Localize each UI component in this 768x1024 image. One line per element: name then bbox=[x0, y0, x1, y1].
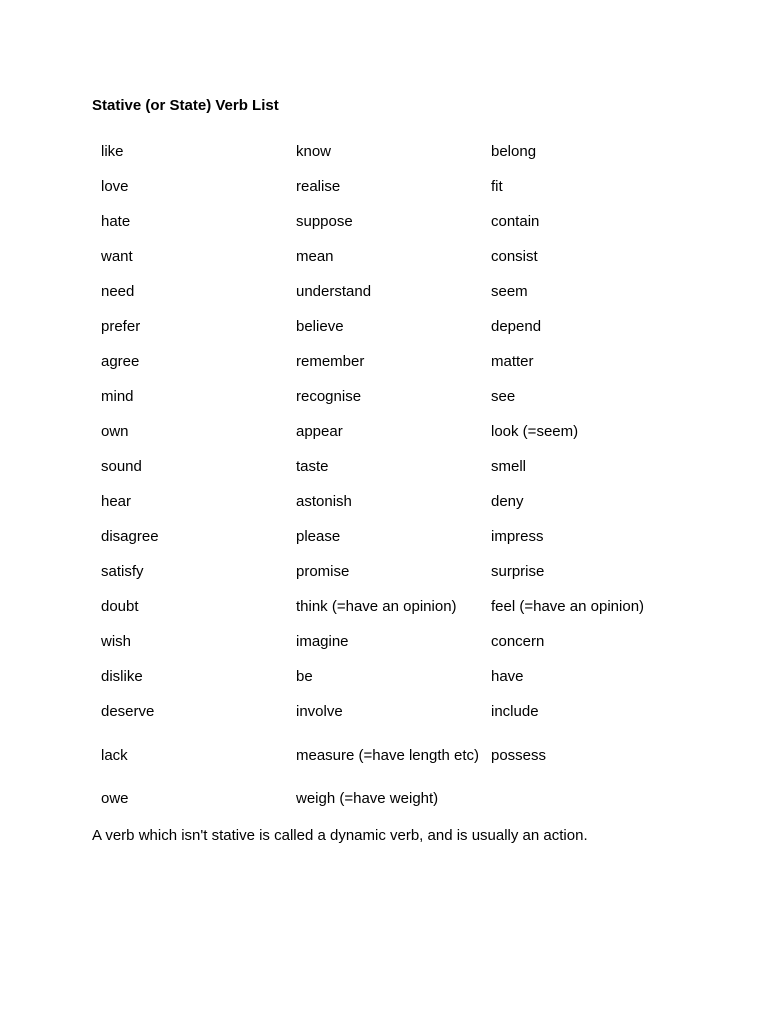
table-cell: imagine bbox=[296, 633, 349, 650]
table-cell: think (=have an opinion) bbox=[296, 598, 457, 615]
table-row bbox=[92, 659, 677, 694]
table-cell: include bbox=[491, 703, 539, 720]
table-row bbox=[92, 449, 677, 484]
table-cell: matter bbox=[491, 353, 534, 370]
table-row bbox=[92, 624, 677, 659]
table-row bbox=[92, 484, 677, 519]
table-cell: possess bbox=[491, 746, 547, 764]
table-cell: belong bbox=[491, 143, 537, 160]
table-cell: doubt bbox=[101, 598, 139, 615]
table-row bbox=[92, 309, 677, 344]
table-row bbox=[92, 379, 677, 414]
table-cell: hear bbox=[101, 493, 132, 510]
table-cell: believe bbox=[296, 318, 344, 335]
table-row bbox=[92, 344, 677, 379]
verb-table bbox=[92, 134, 677, 816]
table-cell: contain bbox=[491, 213, 540, 230]
table-cell: feel (=have an opinion) bbox=[491, 598, 645, 615]
table-row bbox=[92, 134, 677, 169]
table-cell: mind bbox=[101, 388, 134, 405]
table-cell: agree bbox=[101, 353, 140, 370]
table-cell: fit bbox=[491, 178, 503, 195]
table-cell: have bbox=[491, 668, 524, 685]
table-cell: impress bbox=[491, 528, 544, 545]
table-cell: astonish bbox=[296, 493, 352, 510]
table-cell: surprise bbox=[491, 563, 545, 580]
table-cell: sound bbox=[101, 458, 142, 475]
table-cell: taste bbox=[296, 458, 329, 475]
table-cell: be bbox=[296, 668, 313, 685]
table-cell: own bbox=[101, 423, 129, 440]
table-cell: mean bbox=[296, 248, 334, 265]
table-cell: please bbox=[296, 528, 341, 545]
table-row bbox=[92, 589, 677, 624]
table-row bbox=[92, 729, 677, 781]
table-cell: suppose bbox=[296, 213, 353, 230]
table-row bbox=[92, 239, 677, 274]
table-cell: realise bbox=[296, 178, 341, 195]
document-title: Stative (or State) Verb List bbox=[92, 97, 279, 114]
table-cell: appear bbox=[296, 423, 343, 440]
table-cell: hate bbox=[101, 213, 131, 230]
table-cell: lack bbox=[101, 746, 128, 764]
table-cell: consist bbox=[491, 248, 538, 265]
table-cell: wish bbox=[101, 633, 132, 650]
table-cell: recognise bbox=[296, 388, 362, 405]
table-cell: involve bbox=[296, 703, 343, 720]
table-row bbox=[92, 694, 677, 729]
table-cell: like bbox=[101, 143, 124, 160]
table-cell: prefer bbox=[101, 318, 141, 335]
table-row bbox=[92, 414, 677, 449]
table-cell: depend bbox=[491, 318, 542, 335]
table-cell: deserve bbox=[101, 703, 155, 720]
table-cell bbox=[482, 781, 677, 816]
table-cell: dislike bbox=[101, 668, 143, 685]
table-row bbox=[92, 204, 677, 239]
table-cell: love bbox=[101, 178, 129, 195]
table-cell: know bbox=[296, 143, 332, 160]
table-cell: owe bbox=[101, 790, 129, 807]
table-cell: see bbox=[491, 388, 516, 405]
table-row bbox=[92, 274, 677, 309]
table-cell: weigh (=have weight) bbox=[296, 790, 439, 807]
footer-note: A verb which isn't stative is called a dynamic verb, and is usually an action. bbox=[92, 827, 588, 844]
table-cell: measure (=have length etc) bbox=[296, 746, 480, 764]
table-cell: deny bbox=[491, 493, 524, 510]
table-cell: seem bbox=[491, 283, 528, 300]
table-row bbox=[92, 519, 677, 554]
table-cell: concern bbox=[491, 633, 545, 650]
table-cell: disagree bbox=[101, 528, 159, 545]
table-cell: want bbox=[101, 248, 133, 265]
table-cell: need bbox=[101, 283, 135, 300]
table-cell: satisfy bbox=[101, 563, 144, 580]
table-cell: look (=seem) bbox=[491, 423, 579, 440]
table-cell: understand bbox=[296, 283, 372, 300]
table-cell: remember bbox=[296, 353, 365, 370]
table-row bbox=[92, 169, 677, 204]
table-row bbox=[92, 554, 677, 589]
table-cell: smell bbox=[491, 458, 527, 475]
table-row bbox=[92, 781, 677, 816]
table-cell: promise bbox=[296, 563, 350, 580]
